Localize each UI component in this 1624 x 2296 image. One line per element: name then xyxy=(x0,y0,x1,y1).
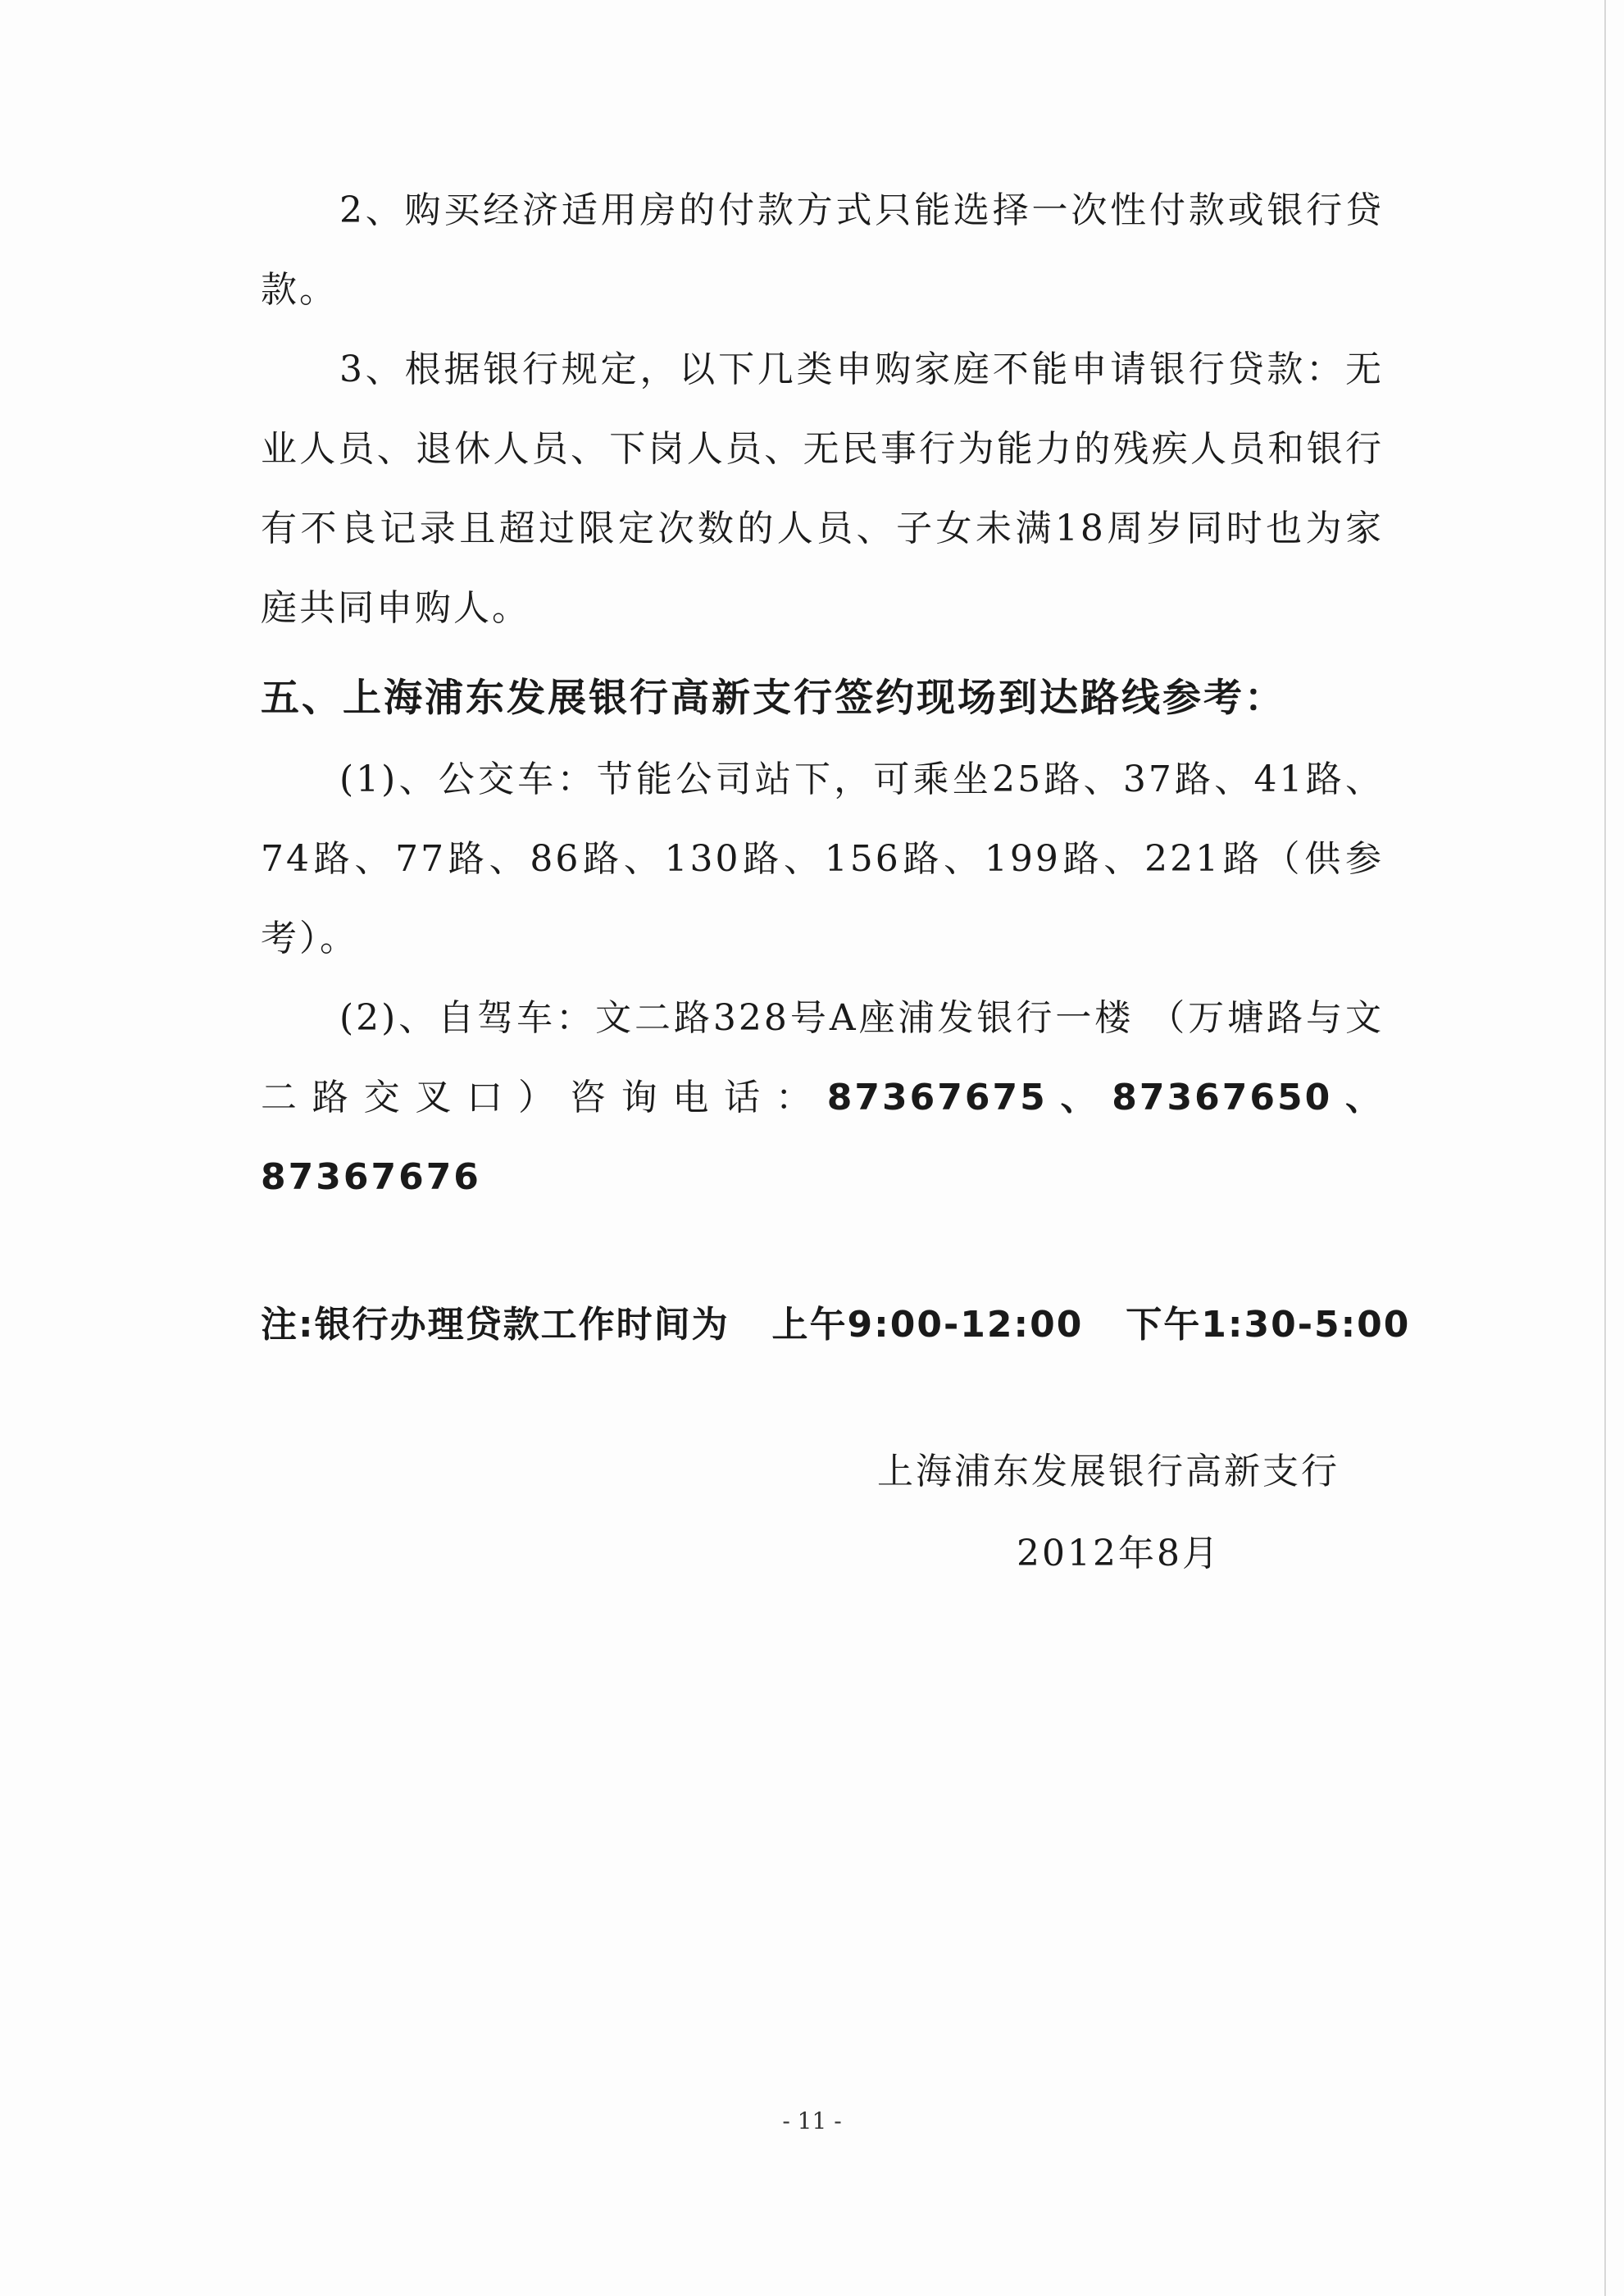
business-hours-note: 注:银行办理贷款工作时间为 上午9:00-12:00 下午1:30-5:00 xyxy=(261,1304,1411,1346)
paragraph-route-bus: (1)、公交车：节能公司站下，可乘坐25路、37路、41路、74路、77路、86路、130路、156路、199路、221路（供参考）。 xyxy=(261,758,1384,959)
signature-date: 2012年8月 xyxy=(1017,1533,1221,1574)
scan-edge-line xyxy=(1604,0,1606,2296)
paragraph-route-car xyxy=(261,978,1384,1217)
paragraph-payment-method: 2、购买经济适用房的付款方式只能选择一次性付款或银行贷款。 xyxy=(261,189,1384,311)
route-car-text: (2)、自驾车：文二路328号A座浦发银行一楼 （万塘路与文二路交叉口）咨询电话： xyxy=(261,997,1384,1118)
section-heading-route: 五、上海浦东发展银行高新支行签约现场到达路线参考： xyxy=(261,676,1285,721)
page-number: - 11 - xyxy=(782,2107,842,2134)
signature-block xyxy=(877,1431,1385,1595)
signature-organization: 上海浦东发展银行高新支行 xyxy=(877,1451,1340,1492)
contact-phone-numbers: 87367675、87367650、87367676 xyxy=(261,1077,1384,1198)
document-body xyxy=(261,171,1411,1366)
paragraph-loan-restrictions: 3、根据银行规定，以下几类申购家庭不能申请银行贷款：无业人员、退休人员、下岗人员、无民事行为能力的残疾人员和银行有不良记录且超过限定次数的人员、子女未满18周岁同时也为家庭共同申购人。 xyxy=(261,348,1384,629)
